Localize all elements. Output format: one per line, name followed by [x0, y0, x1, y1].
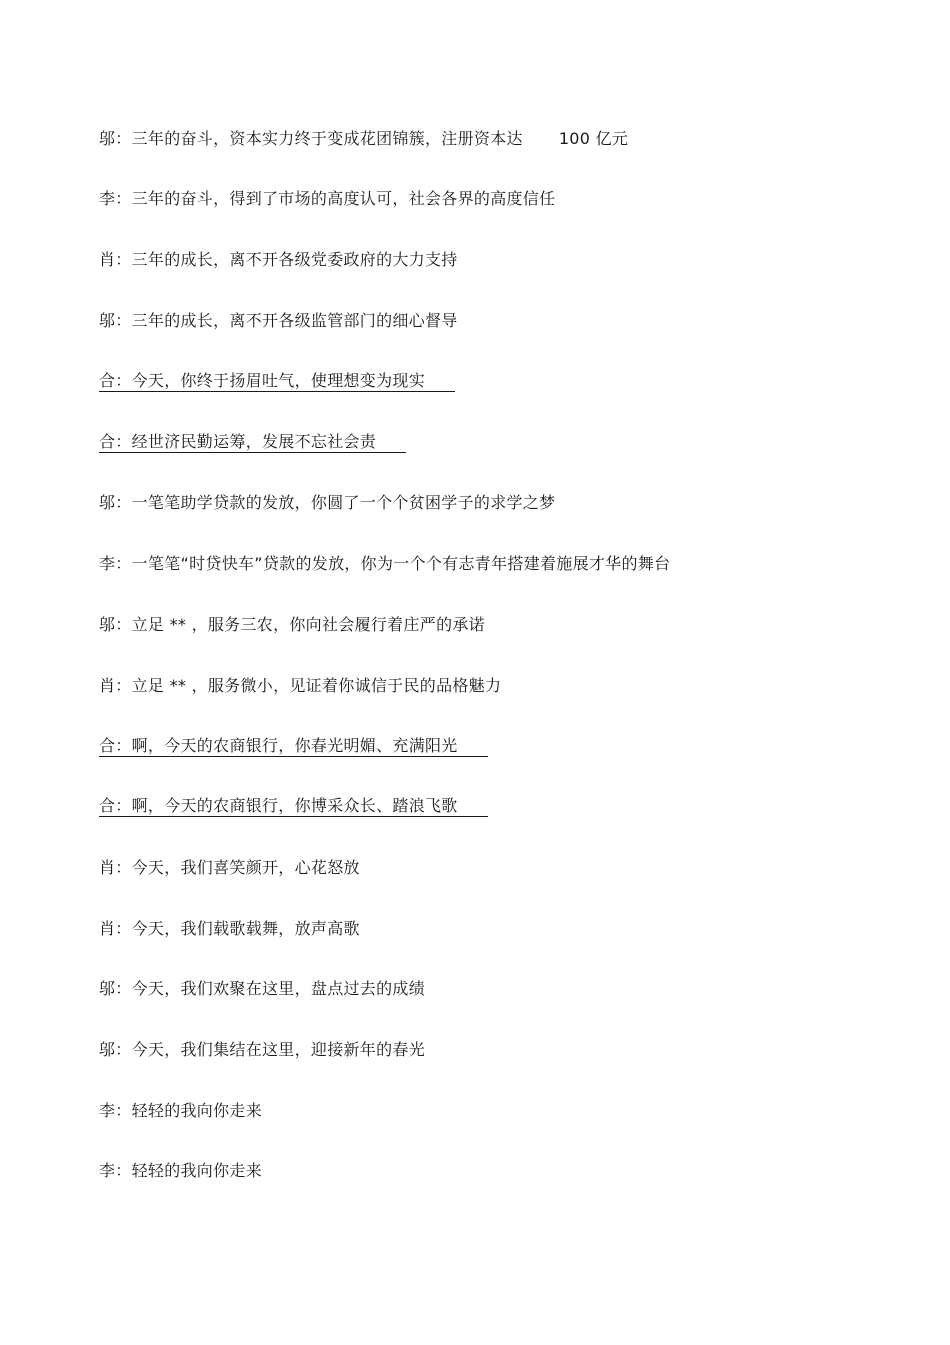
script-line-16: 邬：今天，我们集结在这里，迎接新年的春光: [99, 1040, 426, 1059]
script-line-2: 李：三年的奋斗，得到了市场的高度认可，社会各界的高度信任: [99, 189, 556, 208]
script-line-1: [99, 128, 628, 150]
script-line-6: 合：经世济民勤运筹，发展不忘社会责: [99, 432, 406, 453]
script-line-17: 李：轻轻的我向你走来: [99, 1101, 263, 1120]
script-line-9: 邬：立足 ** ，服务三农，你向社会履行着庄严的承诺: [99, 615, 485, 634]
script-line-14: 肖：今天，我们载歌载舞，放声高歌: [99, 919, 360, 938]
line-text: 邬：三年的奋斗，资本实力终于变成花团锦簇，注册资本达: [99, 129, 523, 148]
script-line-18: 李：轻轻的我向你走来: [99, 1161, 263, 1180]
script-line-5: 合：今天，你终于扬眉吐气，使理想变为现实: [99, 371, 455, 392]
script-line-4: 邬：三年的成长，离不开各级监管部门的细心督导: [99, 311, 458, 330]
script-line-12: 合：啊，今天的农商银行，你博采众长、踏浪飞歌: [99, 796, 488, 817]
script-line-8: 李：一笔笔“时贷快车”贷款的发放，你为一个个有志青年搭建着施展才华的舞台: [99, 554, 671, 573]
script-line-13: 肖：今天，我们喜笑颜开，心花怒放: [99, 858, 360, 877]
script-line-10: 肖：立足 ** ，服务微小，见证着你诚信于民的品格魅力: [99, 676, 502, 695]
line-suffix: 100 亿元: [558, 129, 629, 148]
script-line-11: 合：啊，今天的农商银行，你春光明媚、充满阳光: [99, 736, 488, 757]
script-line-7: 邬：一笔笔助学贷款的发放，你圆了一个个贫困学子的求学之梦: [99, 493, 556, 512]
script-line-3: 肖：三年的成长，离不开各级党委政府的大力支持: [99, 250, 458, 269]
script-line-15: 邬：今天，我们欢聚在这里，盘点过去的成绩: [99, 979, 426, 998]
